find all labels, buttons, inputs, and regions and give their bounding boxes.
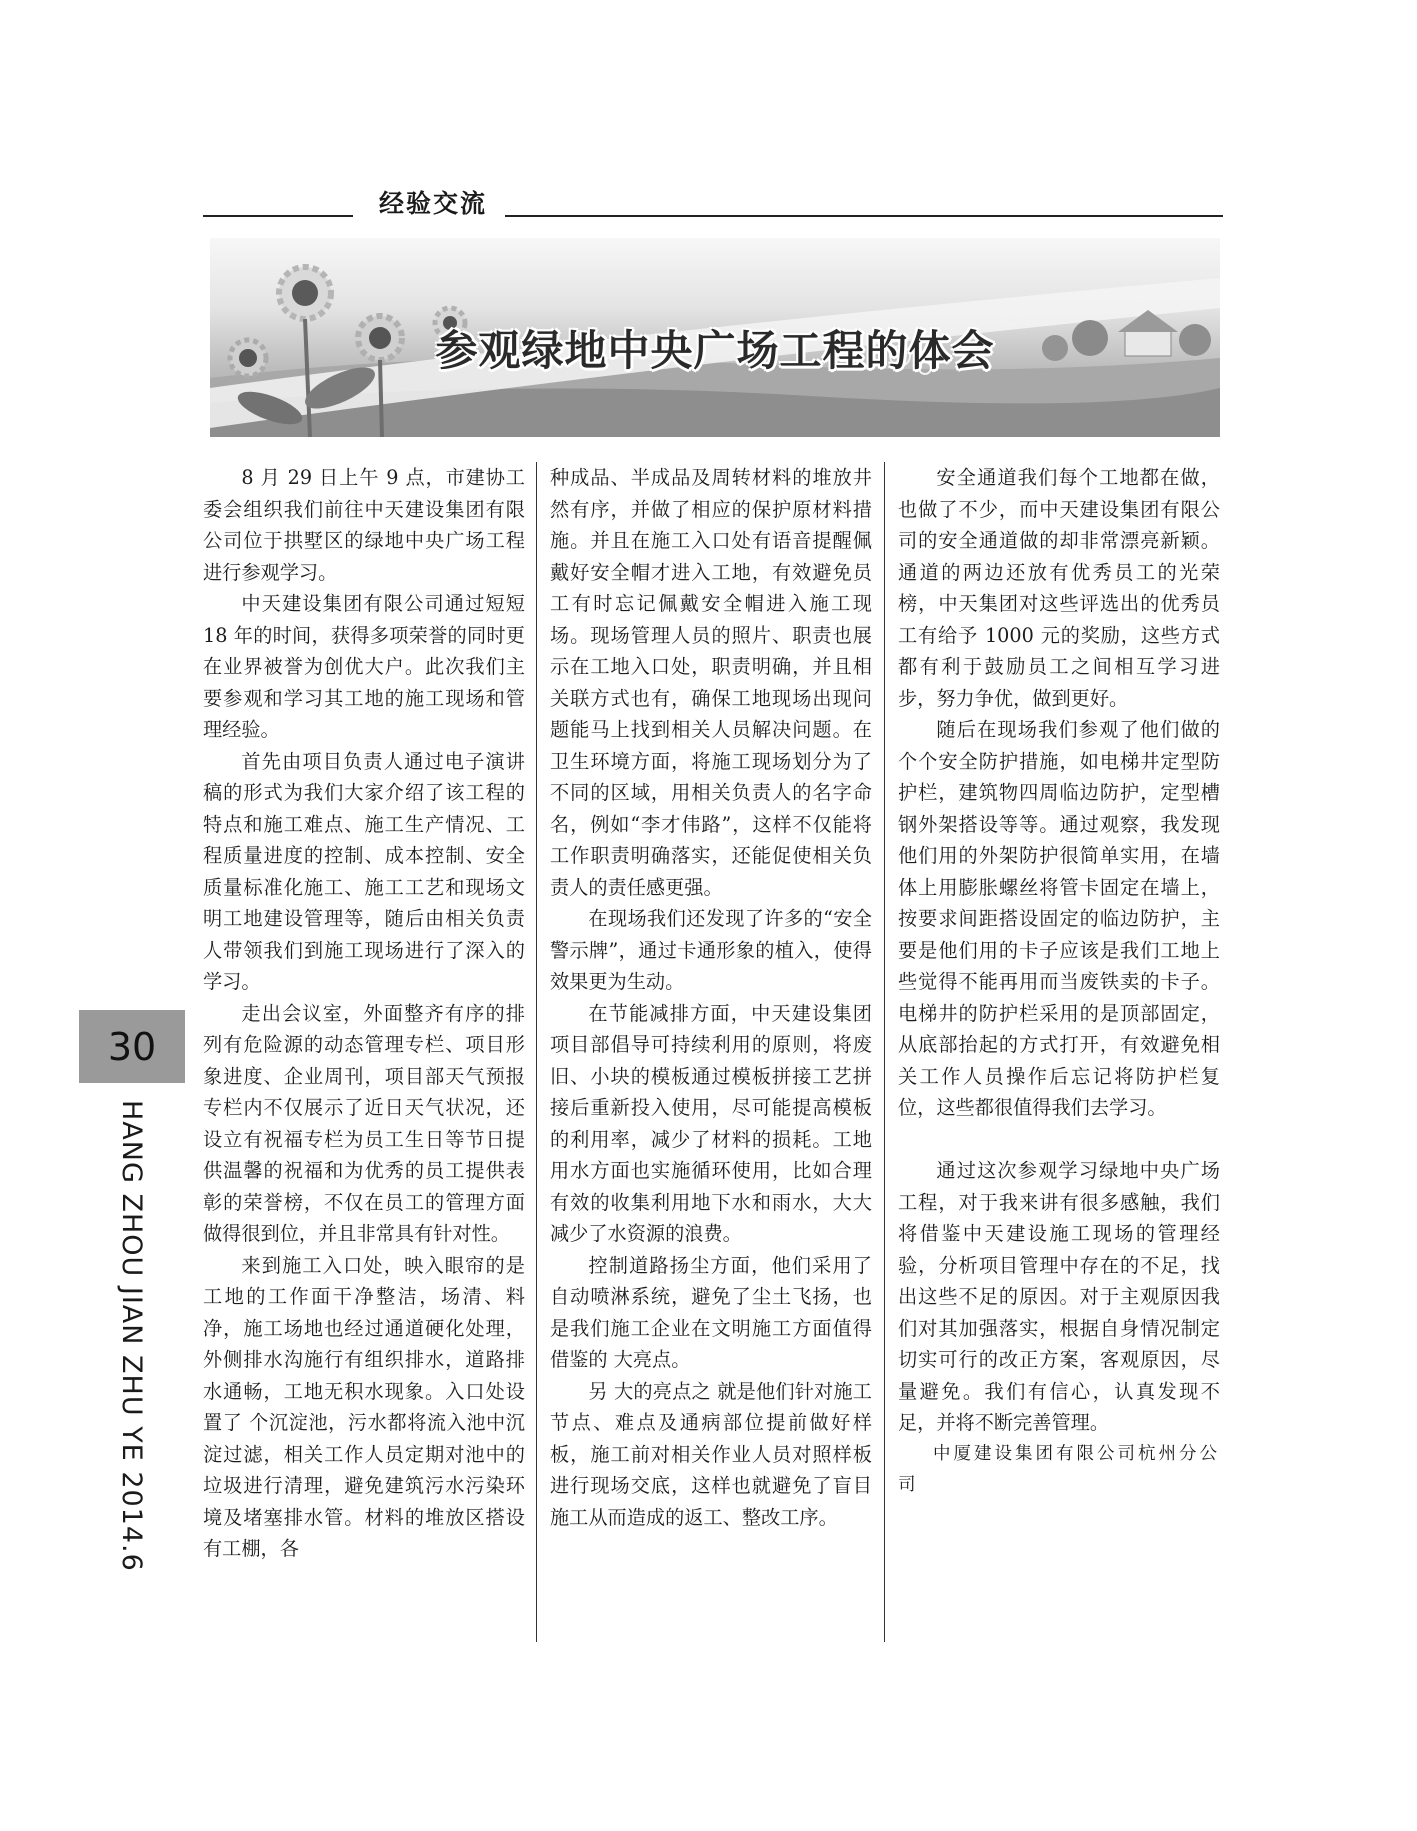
column-divider (884, 462, 885, 1642)
section-label: 经验交流 (379, 189, 488, 218)
paragraph: 控制道路扬尘方面，他们采用了自动喷淋系统，避免了尘土飞扬，也是我们施工企业在文明施工方面值得借鉴的 大亮点。 (550, 1253, 872, 1371)
article-column-1 (203, 462, 525, 1565)
paragraph-gap (898, 1124, 1220, 1156)
article-column-2 (550, 462, 872, 1533)
page-number: 30 (79, 1010, 185, 1083)
paragraph: 随后在现场我们参观了他们做的 个个安全防护措施，如电梯井定型防护栏，建筑物四周临边防护，定型槽钢外架搭设等等。通过观察，我发现他们用的外架防护很简单实用，在墙体上用膨胀螺丝将管卡固定在墙上，按要求间距搭设固定的临边防护，主要是他们用的卡子应该是我们工地上 些觉得不能再用而当废铁卖的卡子。电梯井的防护栏采用的是顶部固定，从底部抬起的方式打开，有效避免相关工作人员操作后忘记将防护栏复位，这些都很值得我们去学习。 (898, 718, 1220, 1119)
section-header (203, 178, 1223, 218)
paragraph-continued: 种成品、半成品及周转材料的堆放井然有序，并做了相应的保护原材料措施。并且在施工入口处有语音提醒佩戴好安全帽才进入工地，有效避免员工有时忘记佩戴安全帽进入施工现场。现场管理人员的照片、职责也展示在工地入口处，职责明确，并且相关联方式也有，确保工地现场出现问题能马上找到相关人员解决问题。在卫生环境方面，将施工现场划分为了不同的区域，用相关负责人的名字命名，例如“李才伟路”，这样不仅能将工作职责明确落实，还能促使相关负责人的责任感更强。 (550, 466, 872, 899)
header-rule-left (203, 215, 353, 217)
column-divider (536, 462, 537, 1642)
paragraph: 8 月 29 日上午 9 点，市建协工委会组织我们前往中天建设集团有限公司位于拱墅区的绿地中央广场工程进行参观学习。 (203, 466, 525, 584)
paragraph: 首先由项目负责人通过电子演讲稿的形式为我们大家介绍了该工程的特点和施工难点、施工生产情况、工程质量进度的控制、成本控制、安全质量标准化施工、施工工艺和现场文明工地建设管理等，随后由相关负责人带领我们到施工现场进行了深入的学习。 (203, 749, 525, 993)
paragraph: 安全通道我们每个工地都在做，也做了不少，而中天建设集团有限公司的安全通道做的却非常漂亮新颖。通道的两边还放有优秀员工的光荣榜，中天集团对这些评选出的优秀员工有给予 1000 元的奖励，这些方式都有利于鼓励员工之间相互学习进步，努力争优，做到更好。 (898, 466, 1220, 710)
paragraph: 另 大的亮点之 就是他们针对施工节点、难点及通病部位提前做好样板，施工前对相关作业人员对照样板进行现场交底，这样也就避免了盲目施工从而造成的返工、整改工序。 (550, 1379, 872, 1529)
paragraph: 通过这次参观学习绿地中央广场工程，对于我来讲有很多感触，我们将借鉴中天建设施工现场的管理经验，分析项目管理中存在的不足，找出这些不足的原因。对于主观原因我们对其加强落实，根据自身情况制定切实可行的改正方案，客观原因，尽量避免。我们有信心，认真发现不足，并将不断完善管理。 (898, 1159, 1220, 1434)
paragraph: 走出会议室，外面整齐有序的排列有危险源的动态管理专栏、项目形象进度、企业周刊，项目部天气预报专栏内不仅展示了近日天气状况，还设立有祝福专栏为员工生日等节日提供温馨的祝福和为优秀的员工提供表彰的荣誉榜，不仅在员工的管理方面做得很到位，并且非常具有针对性。 (203, 1001, 525, 1245)
article-banner (210, 238, 1220, 437)
paragraph: 来到施工入口处，映入眼帘的是工地的工作面干净整洁，场清、料净，施工场地也经过通道硬化处理，外侧排水沟施行有组织排水，道路排水通畅，工地无积水现象。入口处设置了 个沉淀池，污水都将流入池中沉淀过滤，相关工作人员定期对池中的垃圾进行清理，避免建筑污水污染环境及堵塞排水管。材料的堆放区搭设有工棚，各 (203, 1253, 525, 1560)
paragraph: 在现场我们还发现了许多的“安全警示牌”，通过卡通形象的植入，使得效果更为生动。 (550, 907, 872, 993)
paragraph: 在节能减排方面，中天建设集团项目部倡导可持续利用的原则，将废旧、小块的模板通过模板拼接工艺拼接后重新投入使用，尽可能提高模板的利用率，减少了材料的损耗。工地用水方面也实施循环使用，比如合理有效的收集利用地下水和雨水，大大减少了水资源的浪费。 (550, 1001, 872, 1245)
header-rule-right (505, 215, 1223, 217)
journal-issue: HANG ZHOU JIAN ZHU YE 2014.6 (116, 1100, 147, 1572)
article-title: 参观绿地中央广场工程的体会 (435, 326, 995, 375)
author-signature: 中厦建设集团有限公司杭州分公司 (898, 1443, 1220, 1495)
article-column-3 (898, 462, 1220, 1502)
paragraph: 中天建设集团有限公司通过短短 18 年的时间，获得多项荣誉的同时更在业界被誉为创优大户。此次我们主要参观和学习其工地的施工现场和管理经验。 (203, 592, 525, 741)
